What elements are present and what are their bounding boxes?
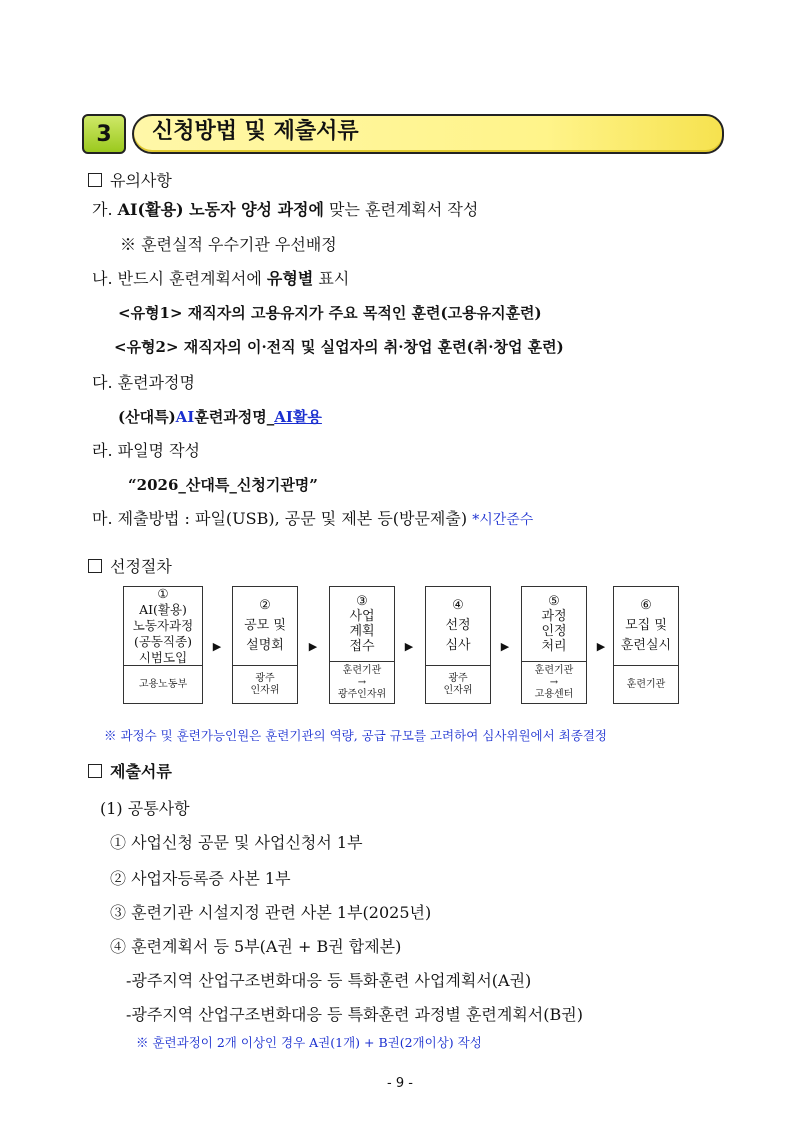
step-1-line2: 노동자과정	[132, 618, 194, 633]
step-4-line1: 선정	[445, 618, 471, 633]
step-3-org-line1: 훈련기관	[342, 664, 382, 676]
step-6-num: ⑥	[640, 598, 652, 613]
step-5-org-line2: →	[549, 676, 559, 688]
note-na-prefix: 나. 반드시 훈련계획서에	[92, 269, 267, 288]
step-4-bottom	[426, 665, 490, 703]
step-box-1	[123, 586, 203, 704]
note-na-rest: 표시	[313, 269, 350, 288]
documents-note: ※ 훈련과정이 2개 이상인 경우 A권(1개) + B권(2개이상) 작성	[136, 1035, 482, 1050]
step-1-num: ①	[157, 586, 169, 601]
documents-common: (1) 공통사항	[100, 799, 190, 818]
checkbox-square-icon	[88, 173, 102, 187]
documents-heading	[88, 761, 172, 783]
step-box-4	[425, 586, 491, 704]
arrow-right-icon: ▶	[596, 640, 606, 653]
step-5-line2: 인정	[541, 624, 567, 639]
step-3-num: ③	[356, 594, 368, 609]
step-3-line3: 접수	[349, 639, 375, 654]
note-da-b: AI	[175, 408, 195, 426]
document-sub-2: -광주지역 산업구조변화대응 등 특화훈련 과정별 훈련계획서(B권)	[126, 1005, 583, 1024]
note-ga-rest: 맞는 훈련계획서 작성	[323, 200, 479, 219]
note-da-c: 훈련과정명_	[194, 408, 275, 426]
note-ra-sub: “2026_산대특_신청기관명”	[128, 476, 318, 494]
note-ga-sub: ※ 훈련실적 우수기관 우선배정	[120, 235, 337, 254]
step-1-line1: AI(활용)	[139, 602, 187, 617]
document-item-3: ③ 훈련기관 시설지정 관련 사본 1부(2025년)	[110, 903, 432, 922]
step-2-top	[233, 587, 297, 665]
note-da-a: (산대특)	[118, 408, 176, 426]
step-5-bottom	[522, 661, 586, 703]
arrow-right-icon: ▶	[308, 640, 318, 653]
step-2-num: ②	[259, 598, 271, 613]
step-6-bottom	[614, 665, 678, 703]
note-type1: <유형1> 재직자의 고용유지가 주요 목적인 훈련(고용유지훈련)	[118, 304, 542, 322]
step-2-bottom	[233, 665, 297, 703]
step-5-top	[522, 587, 586, 661]
document-sub-1: -광주지역 산업구조변화대응 등 특화훈련 사업계획서(A권)	[126, 971, 532, 990]
step-4-top	[426, 587, 490, 665]
procedure-heading-text: 선정절차	[110, 557, 172, 576]
document-item-2: ② 사업자등록증 사본 1부	[110, 869, 291, 888]
arrow-right-icon: ▶	[500, 640, 510, 653]
step-1-line4: 시범도입	[138, 650, 188, 665]
arrow-right-icon: ▶	[404, 640, 414, 653]
step-1-bottom	[124, 665, 202, 703]
step-5-line3: 처리	[541, 639, 567, 654]
document-item-1: ① 사업신청 공문 및 사업신청서 1부	[110, 833, 363, 852]
step-6-top	[614, 587, 678, 665]
documents-heading-text: 제출서류	[110, 762, 172, 781]
step-6-line1: 모집 및	[625, 618, 667, 633]
note-na-bold: 유형별	[266, 269, 314, 288]
step-4-org-line1: 광주	[448, 672, 468, 684]
step-5-num: ⑤	[548, 594, 560, 609]
section-title: 신청방법 및 제출서류	[152, 119, 359, 144]
step-5-org-line1: 훈련기관	[534, 664, 574, 676]
step-box-2	[232, 586, 298, 704]
checkbox-square-icon	[88, 764, 102, 778]
step-box-3	[329, 586, 395, 704]
step-2-org-line1: 광주	[255, 672, 275, 684]
note-ma-text: 마. 제출방법 : 파일(USB), 공문 및 제본 등(방문제출)	[92, 509, 473, 528]
note-da-d: AI활용	[274, 408, 322, 426]
step-3-line1: 사업	[349, 609, 375, 624]
note-ra: 라. 파일명 작성	[92, 441, 200, 460]
note-ga-bold: AI(활용) 노동자 양성 과정에	[117, 200, 324, 219]
checkbox-square-icon	[88, 559, 102, 573]
notes-heading-text: 유의사항	[110, 171, 172, 190]
notes-heading	[88, 170, 172, 192]
step-5-line1: 과정	[541, 609, 567, 624]
note-na	[92, 268, 349, 290]
note-da-example	[118, 406, 322, 428]
step-box-5	[521, 586, 587, 704]
note-ma	[92, 508, 533, 531]
step-3-bottom	[330, 661, 394, 703]
section-number-text: 3	[96, 121, 112, 147]
arrow-right-icon: ▶	[212, 640, 222, 653]
step-3-org-line3: 광주인자위	[337, 688, 387, 700]
step-3-org-line2: →	[357, 676, 367, 688]
step-6-org: 훈련기관	[626, 678, 666, 690]
step-1-top	[124, 587, 202, 665]
step-4-num: ④	[452, 598, 464, 613]
step-2-org-line2: 인자위	[250, 684, 280, 696]
note-ga-prefix: 가.	[92, 200, 118, 219]
step-box-6	[613, 586, 679, 704]
section-number	[82, 114, 126, 154]
step-3-line2: 계획	[349, 624, 375, 639]
step-1-line3: (공동직종)	[133, 634, 193, 649]
procedure-note: ※ 과정수 및 훈련가능인원은 훈련기관의 역량, 공급 규모를 고려하여 심사위원에서 최종결정	[104, 728, 607, 743]
step-4-line2: 심사	[445, 638, 471, 653]
step-1-org: 고용노동부	[138, 678, 188, 690]
note-ma-note: *시간준수	[472, 512, 534, 528]
step-2-line2: 설명회	[246, 638, 284, 653]
step-4-org-line2: 인자위	[443, 684, 473, 696]
step-2-line1: 공모 및	[244, 618, 286, 633]
document-item-4: ④ 훈련계획서 등 5부(A권 + B권 합제본)	[110, 937, 402, 956]
step-3-top	[330, 587, 394, 661]
procedure-heading	[88, 556, 172, 578]
note-type2: <유형2> 재직자의 이·전직 및 실업자의 취·창업 훈련(취·창업 훈련)	[114, 338, 564, 356]
page-number: - 9 -	[387, 1076, 413, 1091]
note-da: 다. 훈련과정명	[92, 373, 195, 392]
note-ga	[92, 199, 478, 221]
step-6-line2: 훈련실시	[620, 638, 672, 653]
step-5-org-line3: 고용센터	[534, 688, 574, 700]
